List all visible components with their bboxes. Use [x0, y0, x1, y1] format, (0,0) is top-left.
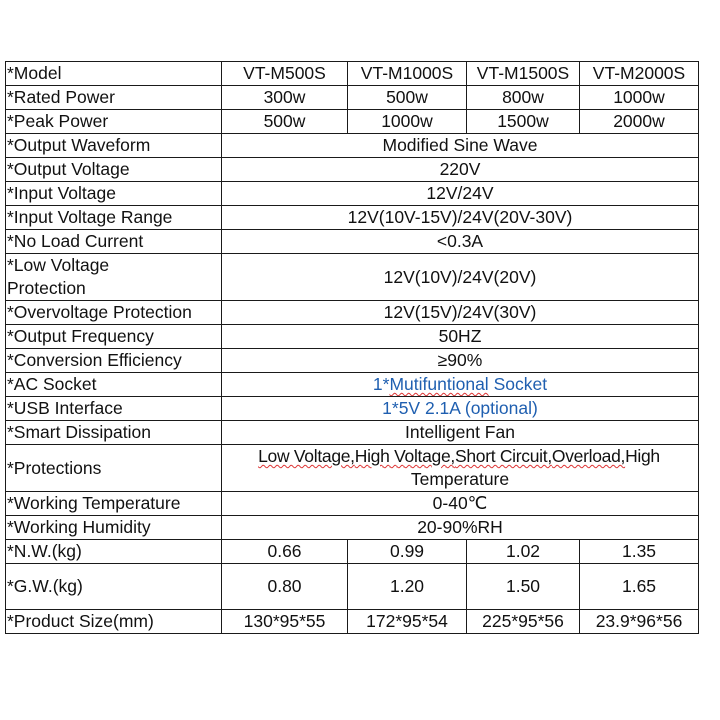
- row-input-voltage: [6, 182, 699, 206]
- row-protections: [6, 445, 699, 492]
- model-1: VT-M500S: [222, 62, 348, 86]
- product-size-3: 225*95*56: [467, 610, 580, 634]
- working-humidity-value: 20-90%RH: [222, 516, 699, 540]
- protection-high-voltage: High Voltage,: [354, 446, 455, 466]
- net-weight-3: 1.02: [467, 540, 580, 564]
- protection-high: High: [625, 446, 660, 466]
- label-conversion-efficiency: *Conversion Efficiency: [6, 349, 222, 373]
- label-model: *Model: [6, 62, 222, 86]
- working-temperature-value: 0-40℃: [222, 492, 699, 516]
- net-weight-2: 0.99: [348, 540, 467, 564]
- overvoltage-protection-value: 12V(15V)/24V(30V): [222, 301, 699, 325]
- label-output-voltage: *Output Voltage: [6, 158, 222, 182]
- model-3: VT-M1500S: [467, 62, 580, 86]
- rated-power-2: 500w: [348, 86, 467, 110]
- label-input-voltage: *Input Voltage: [6, 182, 222, 206]
- row-rated-power: [6, 86, 699, 110]
- output-waveform-value: Modified Sine Wave: [222, 134, 699, 158]
- net-weight-1: 0.66: [222, 540, 348, 564]
- row-input-voltage-range: [6, 206, 699, 230]
- peak-power-1: 500w: [222, 110, 348, 134]
- row-peak-power: [6, 110, 699, 134]
- row-output-frequency: [6, 325, 699, 349]
- row-model: [6, 62, 699, 86]
- row-ac-socket: [6, 373, 699, 397]
- peak-power-4: 2000w: [580, 110, 699, 134]
- rated-power-4: 1000w: [580, 86, 699, 110]
- label-net-weight: *N.W.(kg): [6, 540, 222, 564]
- product-size-2: 172*95*54: [348, 610, 467, 634]
- gross-weight-2: 1.20: [348, 564, 467, 610]
- ac-socket-prefix: 1*: [372, 374, 390, 394]
- label-low-voltage-protection: [6, 254, 222, 301]
- rated-power-1: 300w: [222, 86, 348, 110]
- protection-overload: Overload,: [551, 446, 626, 466]
- gross-weight-1: 0.80: [222, 564, 348, 610]
- protection-low-voltage: Low Voltage,: [258, 446, 355, 466]
- label-overvoltage-protection: *Overvoltage Protection: [6, 301, 222, 325]
- label-input-voltage-range: *Input Voltage Range: [6, 206, 222, 230]
- protections-value: [222, 445, 699, 492]
- row-output-voltage: [6, 158, 699, 182]
- product-size-4: 23.9*96*56: [580, 610, 699, 634]
- peak-power-2: 1000w: [348, 110, 467, 134]
- label-ac-socket: *AC Socket: [6, 373, 222, 397]
- output-voltage-value: 220V: [222, 158, 699, 182]
- label-output-frequency: *Output Frequency: [6, 325, 222, 349]
- row-usb-interface: [6, 397, 699, 421]
- label-output-waveform: *Output Waveform: [6, 134, 222, 158]
- row-gross-weight: [6, 564, 699, 610]
- label-usb-interface: *USB Interface: [6, 397, 222, 421]
- row-net-weight: [6, 540, 699, 564]
- ac-socket-value: [222, 373, 699, 397]
- output-frequency-value: 50HZ: [222, 325, 699, 349]
- rated-power-3: 800w: [467, 86, 580, 110]
- spec-table: [5, 61, 699, 634]
- net-weight-4: 1.35: [580, 540, 699, 564]
- label-low-voltage-line2: Protection: [7, 278, 86, 298]
- row-working-humidity: [6, 516, 699, 540]
- product-size-1: 130*95*55: [222, 610, 348, 634]
- row-working-temperature: [6, 492, 699, 516]
- row-low-voltage-protection: [6, 254, 699, 301]
- input-voltage-value: 12V/24V: [222, 182, 699, 206]
- low-voltage-protection-value: 12V(10V)/24V(20V): [222, 254, 699, 301]
- gross-weight-3: 1.50: [467, 564, 580, 610]
- no-load-current-value: <0.3A: [222, 230, 699, 254]
- ac-socket-suffix: Socket: [488, 374, 548, 394]
- row-product-size: [6, 610, 699, 634]
- label-working-temperature: *Working Temperature: [6, 492, 222, 516]
- conversion-efficiency-value: ≥90%: [222, 349, 699, 373]
- row-overvoltage-protection: [6, 301, 699, 325]
- model-2: VT-M1000S: [348, 62, 467, 86]
- model-4: VT-M2000S: [580, 62, 699, 86]
- row-output-waveform: [6, 134, 699, 158]
- row-smart-dissipation: [6, 421, 699, 445]
- smart-dissipation-value: Intelligent Fan: [222, 421, 699, 445]
- label-low-voltage-line1: *Low Voltage: [7, 255, 110, 275]
- gross-weight-4: 1.65: [580, 564, 699, 610]
- label-peak-power: *Peak Power: [6, 110, 222, 134]
- label-product-size: *Product Size(mm): [6, 610, 222, 634]
- protection-short-circuit: Short Circuit,: [454, 446, 552, 466]
- input-voltage-range-value: 12V(10V-15V)/24V(20V-30V): [222, 206, 699, 230]
- protections-line1: [222, 445, 699, 468]
- label-rated-power: *Rated Power: [6, 86, 222, 110]
- label-smart-dissipation: *Smart Dissipation: [6, 421, 222, 445]
- usb-interface-value: 1*5V 2.1A (optional): [222, 397, 699, 421]
- row-no-load-current: [6, 230, 699, 254]
- label-working-humidity: *Working Humidity: [6, 516, 222, 540]
- protections-line2: Temperature: [410, 469, 510, 489]
- peak-power-3: 1500w: [467, 110, 580, 134]
- label-no-load-current: *No Load Current: [6, 230, 222, 254]
- row-conversion-efficiency: [6, 349, 699, 373]
- label-gross-weight: *G.W.(kg): [6, 564, 222, 610]
- ac-socket-misspelled-word: Mutifuntional: [389, 374, 489, 394]
- label-protections: *Protections: [6, 445, 222, 492]
